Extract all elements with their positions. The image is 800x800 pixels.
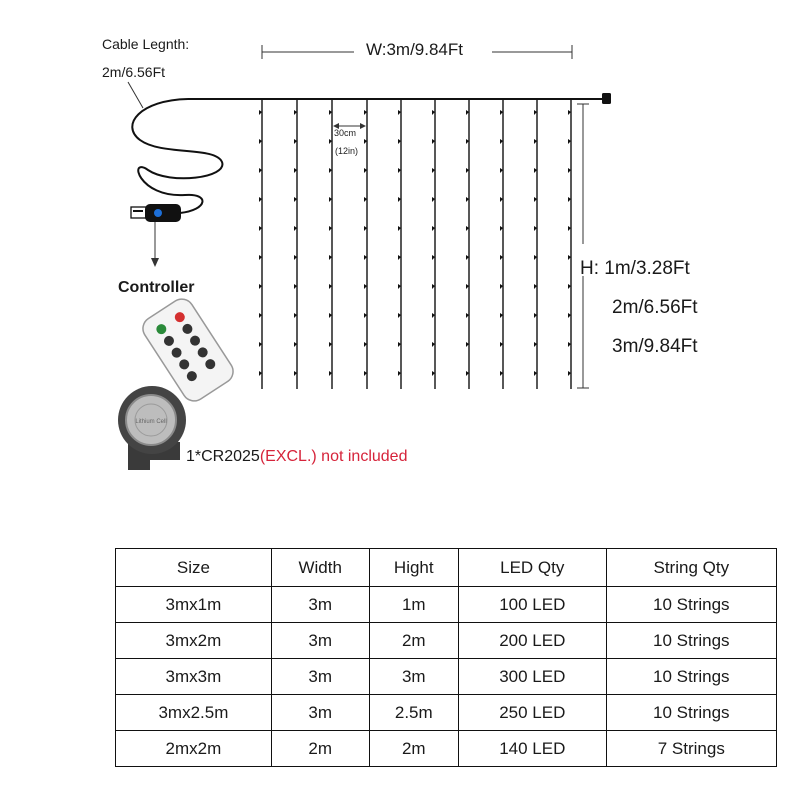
table-header-cell: Hight	[369, 549, 458, 587]
table-cell: 100 LED	[458, 587, 606, 623]
light-string	[329, 99, 332, 389]
light-string	[398, 99, 401, 389]
spacing-inch-label: (12in)	[335, 146, 359, 156]
table-cell: 3mx1m	[116, 587, 272, 623]
table-cell: 1m	[369, 587, 458, 623]
light-string	[259, 99, 262, 389]
light-string	[568, 99, 571, 389]
height-label-2: 2m/6.56Ft	[612, 297, 698, 318]
height-label-3: 3m/9.84Ft	[612, 336, 698, 357]
usb-plug	[131, 204, 181, 222]
table-cell: 140 LED	[458, 731, 606, 767]
battery-coin-text: Lithium Cell	[135, 419, 167, 425]
table-cell: 2m	[271, 731, 369, 767]
spacing-cm-label: 30cm	[334, 128, 357, 138]
end-cap	[602, 93, 611, 104]
light-string	[466, 99, 469, 389]
battery-coin-cell	[118, 386, 186, 470]
table-header-cell: String Qty	[606, 549, 776, 587]
light-string	[534, 99, 537, 389]
table-header-cell: Width	[271, 549, 369, 587]
battery-type: 1*CR2025	[186, 448, 260, 465]
table-cell: 3m	[271, 623, 369, 659]
table-cell: 300 LED	[458, 659, 606, 695]
table-cell: 3mx3m	[116, 659, 272, 695]
table-cell: 3mx2.5m	[116, 695, 272, 731]
table-cell: 3m	[271, 695, 369, 731]
height-label-1: H: 1m/3.28Ft	[580, 258, 690, 279]
table-cell: 250 LED	[458, 695, 606, 731]
battery-label	[186, 448, 407, 466]
table-cell: 3m	[271, 587, 369, 623]
light-string	[500, 99, 503, 389]
table-cell: 10 Strings	[606, 587, 776, 623]
light-string	[364, 99, 367, 389]
light-strings	[259, 99, 571, 389]
table-header-cell: LED Qty	[458, 549, 606, 587]
table-cell: 10 Strings	[606, 659, 776, 695]
cable-length-label: Cable Legnth:	[102, 36, 190, 52]
table-cell: 2m	[369, 731, 458, 767]
battery-warning: (EXCL.) not included	[259, 448, 408, 465]
table-cell: 2mx2m	[116, 731, 272, 767]
table-cell: 7 Strings	[606, 731, 776, 767]
table-row	[116, 659, 777, 695]
spec-table	[115, 548, 777, 767]
controller-label: Controller	[118, 279, 195, 296]
bluetooth-icon	[154, 209, 162, 217]
table-header-cell: Size	[116, 549, 272, 587]
cable-length-value: 2m/6.56Ft	[102, 64, 166, 80]
table-row	[116, 587, 777, 623]
table-cell: 2.5m	[369, 695, 458, 731]
table-cell: 3mx2m	[116, 623, 272, 659]
table-cell: 10 Strings	[606, 623, 776, 659]
height-dimension-line	[577, 104, 589, 388]
table-cell: 200 LED	[458, 623, 606, 659]
table-row	[116, 623, 777, 659]
usb-cable	[132, 99, 222, 213]
table-cell: 3m	[271, 659, 369, 695]
width-label: W:3m/9.84Ft	[366, 40, 463, 59]
table-cell: 2m	[369, 623, 458, 659]
table-row	[116, 731, 777, 767]
table-header-row	[116, 549, 777, 587]
cable-label-pointer	[128, 82, 143, 108]
controller-pointer-arrow	[151, 222, 159, 267]
table-cell: 3m	[369, 659, 458, 695]
light-string	[294, 99, 297, 389]
table-cell: 10 Strings	[606, 695, 776, 731]
light-string	[432, 99, 435, 389]
table-row	[116, 695, 777, 731]
